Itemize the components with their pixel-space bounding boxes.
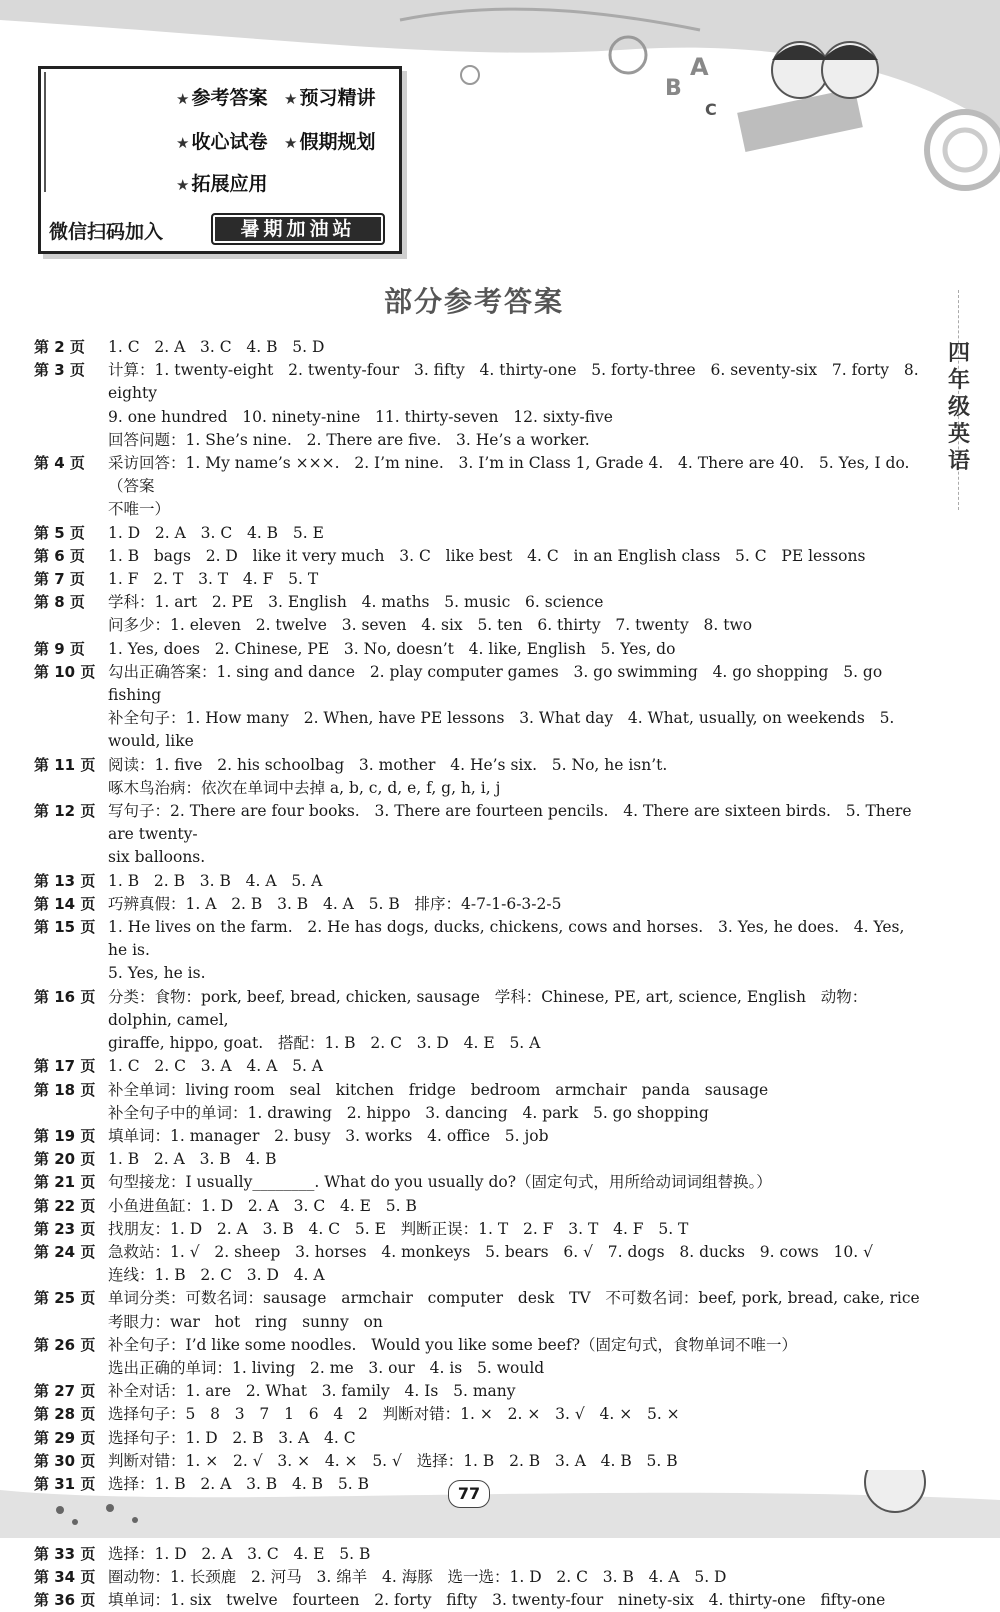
answer-row: [34, 591, 924, 614]
page-ref: 第 23 页: [34, 1219, 96, 1238]
page-ref: 第 18 页: [34, 1080, 96, 1099]
answer-text: 学科：1. art 2. PE 3. English 4. maths 5. music 6. science: [108, 593, 604, 612]
answer-row: [34, 1102, 924, 1125]
page-ref: 第 14 页: [34, 894, 96, 913]
page-ref: 第 27 页: [34, 1382, 96, 1401]
answer-row: [34, 1195, 924, 1218]
answer-text: 1. C 2. C 3. A 4. A 5. A: [108, 1057, 324, 1076]
answer-text: 连线：1. B 2. C 3. D 4. A: [108, 1266, 325, 1285]
answer-text: 5. Yes, he is.: [108, 964, 206, 983]
answer-row: [34, 522, 924, 545]
answer-text: 考眼力：war hot ring sunny on: [108, 1312, 383, 1331]
answer-row: [34, 429, 924, 452]
answer-text: 填单词：1. six twelve fourteen 2. forty fifty 3. twenty-four ninety-six 4. thirty-one fifty-one: [108, 1590, 886, 1609]
svg-text:A: A: [690, 53, 709, 81]
page-title: 部分参考答案: [383, 285, 564, 318]
page-ref: 第 16 页: [34, 987, 96, 1006]
promo-badge: 暑期加油站: [211, 213, 385, 245]
answer-row: [34, 870, 924, 893]
star-icon: ★: [284, 134, 298, 152]
answer-text: 单词分类：可数名词：sausage armchair computer desk TV 不可数名词：beef, pork, bread, cake, rice: [108, 1289, 920, 1308]
page-number: 77: [448, 1480, 490, 1508]
answer-row: [34, 661, 924, 707]
page-ref: 第 26 页: [34, 1335, 96, 1354]
side-char: 语: [947, 449, 970, 474]
answer-text: 选择句子：1. D 2. B 3. A 4. C: [108, 1428, 356, 1447]
answer-row: [34, 986, 924, 1032]
page-ref: 第 36 页: [34, 1590, 96, 1609]
star-icon: ★: [284, 90, 298, 108]
page-ref: 第 21 页: [34, 1173, 96, 1192]
page-ref: 第 33 页: [34, 1544, 96, 1563]
answer-text: 问多少：1. eleven 2. twelve 3. seven 4. six 5. ten 6. thirty 7. twenty 8. two: [108, 616, 753, 635]
answer-text: 选择：1. B 2. A 3. B 4. B 5. B: [108, 1474, 369, 1493]
answer-row: [34, 1380, 924, 1403]
star-icon: ★: [176, 134, 190, 152]
page-ref: 第 8 页: [34, 593, 85, 612]
page-ref: 第 17 页: [34, 1057, 96, 1076]
svg-text:C: C: [705, 100, 717, 119]
promo-item: ★ 假期规划: [284, 131, 376, 153]
promo-item: ★ 收心试卷: [176, 131, 268, 153]
answer-text: 阅读：1. five 2. his schoolbag 3. mother 4. He’s six. 5. No, he isn’t.: [108, 755, 668, 774]
answer-row: [34, 1171, 924, 1194]
page-ref: 第 28 页: [34, 1405, 96, 1424]
answer-text: 1. He lives on the farm. 2. He has dogs, ducks, chickens, cows and horses. 3. Yes, he does. 4. Yes, he is.: [108, 918, 910, 960]
answer-row: [34, 916, 924, 962]
page-ref: 第 12 页: [34, 802, 96, 821]
page-ref: 第 10 页: [34, 662, 96, 681]
answer-text: 补全句子：1. How many 2. When, have PE lessons 3. What day 4. What, usually, on weekends 5. would, like: [108, 709, 900, 751]
answer-row: [34, 614, 924, 637]
answer-text: 计算：1. twenty-eight 2. twenty-four 3. fifty 4. thirty-one 5. forty-three 6. seventy-six 7. forty 8. eighty: [108, 361, 924, 403]
answer-row: [34, 1334, 924, 1357]
answer-row: [34, 1055, 924, 1078]
page-ref: 第 24 页: [34, 1242, 96, 1261]
page-ref: 第 9 页: [34, 639, 85, 658]
page-ref: 第 13 页: [34, 871, 96, 890]
side-char: 级: [947, 395, 970, 420]
answer-row: [34, 1403, 924, 1426]
page-ref: 第 30 页: [34, 1451, 96, 1470]
answer-row: [34, 707, 924, 753]
answer-text: 补全对话：1. are 2. What 3. family 4. Is 5. many: [108, 1382, 516, 1401]
answer-text: 选择：1. D 2. A 3. C 4. E 5. B: [108, 1544, 371, 1563]
answer-row: [34, 1566, 924, 1589]
answer-row: [34, 452, 924, 498]
answer-text: giraffe, hippo, goat. 搭配：1. B 2. C 3. D 4. E 5. A: [108, 1034, 541, 1053]
page-ref: 第 3 页: [34, 361, 85, 380]
star-icon: ★: [176, 176, 190, 194]
answer-text: 找朋友：1. D 2. A 3. B 4. C 5. E 判断正误：1. T 2. F 3. T 4. F 5. T: [108, 1219, 689, 1238]
answer-text: 小鱼进鱼缸：1. D 2. A 3. C 4. E 5. B: [108, 1196, 417, 1215]
answer-row: [34, 406, 924, 429]
answer-text: 句型接龙：I usually________. What do you usually do?（固定句式，用所给动词词组替换。）: [108, 1173, 772, 1192]
page-ref: 第 19 页: [34, 1126, 96, 1145]
qr-placeholder: [44, 72, 52, 192]
page-ref: 第 7 页: [34, 570, 85, 589]
answer-row: [34, 777, 924, 800]
answer-text: 选择句子：5 8 3 7 1 6 4 2 判断对错：1. × 2. × 3. √ 4. × 5. ×: [108, 1405, 680, 1424]
answer-text: 判断对错：1. × 2. √ 3. × 4. × 5. √ 选择：1. B 2. B 3. A 4. B 5. B: [108, 1451, 678, 1470]
grade-subject-label: [934, 340, 984, 475]
answer-text: 1. Yes, does 2. Chinese, PE 3. No, doesn’t 4. like, English 5. Yes, do: [108, 639, 676, 658]
answer-text: 分类：食物：pork, beef, bread, chicken, sausage 学科：Chinese, PE, art, science, English 动物：dolphin, camel,: [108, 987, 868, 1029]
svg-text:B: B: [665, 76, 682, 101]
answer-text: 采访回答：1. My name’s ×××. 2. I’m nine. 3. I’m in Class 1, Grade 4. 4. There are 40. 5. Yes, I do.（答案: [108, 454, 910, 496]
answer-text: 巧辨真假：1. A 2. B 3. B 4. A 5. B 排序：4-7-1-6-3-2-5: [108, 894, 562, 913]
side-char: 英: [947, 422, 970, 447]
answer-text: 1. B bags 2. D like it very much 3. C like best 4. C in an English class 5. C PE lessons: [108, 546, 866, 565]
answer-row: [34, 962, 924, 985]
answer-text: 1. F 2. T 3. T 4. F 5. T: [108, 570, 319, 589]
answer-text: 9. one hundred 10. ninety-nine 11. thirty-seven 12. sixty-five: [108, 407, 613, 426]
side-char: 年: [947, 368, 970, 393]
promo-box: [38, 66, 402, 254]
footer-decoration: [0, 1470, 1000, 1538]
answer-text: 1. D 2. A 3. C 4. B 5. E: [108, 523, 324, 542]
answer-text: 填单词：1. manager 2. busy 3. works 4. office 5. job: [108, 1126, 549, 1145]
page-ref: 第 5 页: [34, 523, 85, 542]
kids-illustration: [737, 42, 878, 152]
answer-row: [34, 1543, 924, 1566]
answer-text: 1. B 2. A 3. B 4. B: [108, 1150, 277, 1169]
page-ref: 第 25 页: [34, 1289, 96, 1308]
page-ref: 第 11 页: [34, 755, 96, 774]
promo-item: ★ 拓展应用: [176, 173, 268, 195]
answer-list: [34, 336, 924, 1612]
side-char: 四: [947, 341, 970, 366]
answer-row: [34, 1589, 924, 1612]
answer-row: [34, 1218, 924, 1241]
answer-row: [34, 1148, 924, 1171]
answer-text: 选出正确的单词：1. living 2. me 3. our 4. is 5. would: [108, 1358, 545, 1377]
answer-row: [34, 568, 924, 591]
answer-row: [34, 893, 924, 916]
answer-row: [34, 359, 924, 405]
page-ref: 第 20 页: [34, 1150, 96, 1169]
answer-row: [34, 800, 924, 846]
answer-text: 写句子：2. There are four books. 3. There are fourteen pencils. 4. There are sixteen birds. 5. There are twenty-: [108, 802, 917, 844]
answer-text: 1. C 2. A 3. C 4. B 5. D: [108, 338, 325, 356]
answer-row: [34, 336, 924, 359]
answer-text: 补全句子：I’d like some noodles. Would you like some beef?（固定句式，食物单词不唯一）: [108, 1335, 798, 1354]
answer-text: 回答问题：1. She’s nine. 2. There are five. 3. He’s a worker.: [108, 430, 590, 449]
answer-text: 1. B 2. B 3. B 4. A 5. A: [108, 871, 323, 890]
answer-row: [34, 1125, 924, 1148]
answer-text: 补全句子中的单词：1. drawing 2. hippo 3. dancing 4. park 5. go shopping: [108, 1103, 709, 1122]
page-ref: 第 31 页: [34, 1474, 96, 1493]
page-ref: 第 15 页: [34, 918, 96, 937]
page-ref: 第 34 页: [34, 1567, 96, 1586]
answer-row: [34, 1427, 924, 1450]
page-ref: 第 4 页: [34, 454, 85, 473]
answer-row: [34, 1241, 924, 1264]
answer-text: 急救站：1. √ 2. sheep 3. horses 4. monkeys 5. bears 6. √ 7. dogs 8. ducks 9. cows 10. √: [108, 1242, 873, 1261]
answer-text: 补全单词：living room seal kitchen fridge bedroom armchair panda sausage: [108, 1080, 769, 1099]
answer-row: [34, 1264, 924, 1287]
star-icon: ★: [176, 90, 190, 108]
answer-text: six balloons.: [108, 848, 206, 867]
answer-row: [34, 1311, 924, 1334]
answer-text: 啄木鸟治病：依次在单词中去掉 a, b, c, d, e, f, g, h, i, j: [108, 778, 501, 797]
answer-row: [34, 1357, 924, 1380]
answer-row: [34, 498, 924, 521]
answer-row: [34, 754, 924, 777]
answer-row: [34, 846, 924, 869]
page-ref: 第 6 页: [34, 546, 85, 565]
answer-text: 圈动物：1. 长颈鹿 2. 河马 3. 绵羊 4. 海豚 选一选：1. D 2. C 3. B 4. A 5. D: [108, 1567, 727, 1586]
answer-row: [34, 1287, 924, 1310]
answer-text: 不唯一）: [108, 500, 171, 519]
page-ref: 第 29 页: [34, 1428, 96, 1447]
answer-row: [34, 638, 924, 661]
answer-row: [34, 1032, 924, 1055]
promo-item: ★ 预习精讲: [284, 87, 376, 109]
join-text: 微信扫码加入: [49, 221, 164, 243]
promo-item: ★ 参考答案: [176, 87, 268, 109]
page-ref: 第 22 页: [34, 1196, 96, 1215]
answer-row: [34, 1079, 924, 1102]
answer-text: 勾出正确答案：1. sing and dance 2. play computer games 3. go swimming 4. go shopping 5. go fishing: [108, 662, 888, 705]
answer-row: [34, 545, 924, 568]
page-ref: 第 2 页: [34, 338, 85, 356]
